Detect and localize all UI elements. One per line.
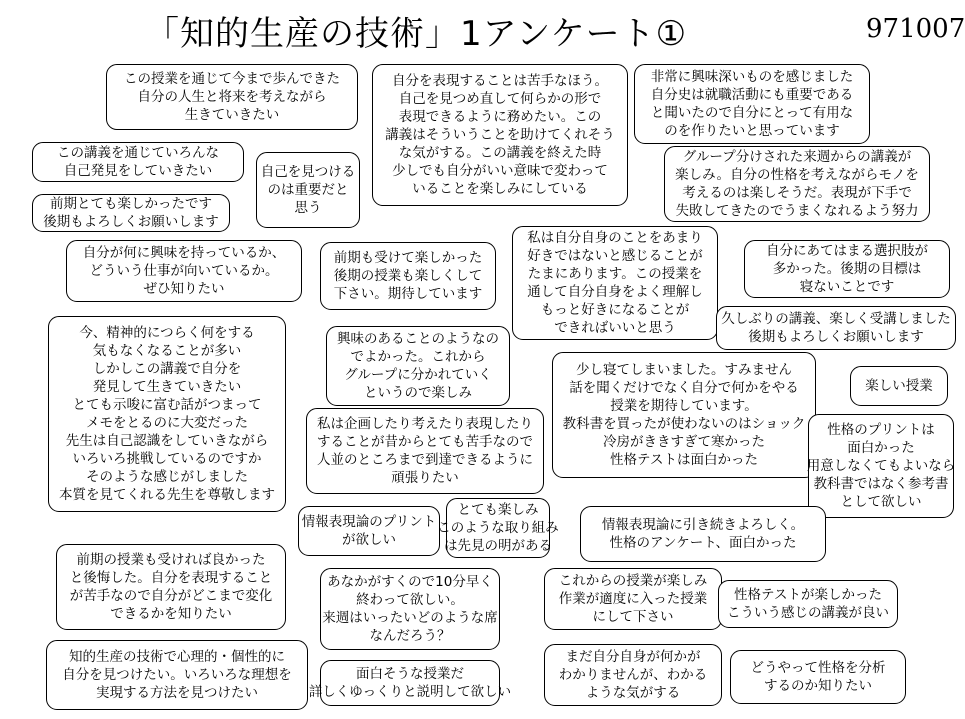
comment-line: 話を聞くだけでなく自分で何かをやる xyxy=(569,380,799,396)
comment-line: 楽しみ。自分の性格を考えながらモノを xyxy=(675,167,919,183)
comment-line: 私は自分自身のことをあまり xyxy=(527,230,703,246)
comment-line: とても示唆に富む話がつまって xyxy=(72,397,262,413)
comment-line: 生きていきたい xyxy=(184,107,280,123)
comment-line: 自分史は就職活動にも重要である xyxy=(650,87,854,103)
comment-line: 前期とても楽しかったです xyxy=(50,196,212,212)
comment-line: 終わって欲しい。 xyxy=(356,592,464,608)
comment-line: が苦手なので自分がどこまで変化 xyxy=(69,588,273,604)
comment-line: 自己発見をしていきたい xyxy=(63,163,213,179)
comment-line: あなかがすくので10分早く xyxy=(327,574,493,590)
comment-line: 非常に興味深いものを感じました xyxy=(650,69,854,85)
comment-line: 詳しくゆっくりと説明して欲しい xyxy=(308,684,512,700)
comment-box xyxy=(716,306,956,350)
comment-line: が欲しい xyxy=(342,532,396,548)
comment-line: のを作りたいと思っています xyxy=(664,123,840,139)
comment-box xyxy=(664,146,930,222)
comment-line: 興味のあることのようなの xyxy=(337,331,499,347)
comment-line: 授業を期待しています。 xyxy=(610,398,758,414)
comment-line: というので楽しみ xyxy=(364,385,472,401)
comment-line: として欲しい xyxy=(840,494,922,510)
comment-box xyxy=(320,568,500,650)
comment-line: 思う xyxy=(294,200,322,216)
comment-line: 講義はそういうことを助けてくれそう xyxy=(385,127,615,143)
comment-line: 発見して生きていきたい xyxy=(92,379,242,395)
comment-line: 用意しなくてもよいなら xyxy=(806,458,956,474)
comment-line: メモをとるのに大変だった xyxy=(86,415,248,431)
comment-line: 後期もよろしくお願いします xyxy=(748,329,924,345)
comment-box xyxy=(326,326,510,406)
comment-box xyxy=(552,352,816,478)
comment-line: 教科書を買ったが使わないのはショック xyxy=(562,416,806,432)
comment-line: 前期の授業も受ければ良かった xyxy=(76,552,266,568)
comment-line: 好きではないと感じることが xyxy=(527,248,703,264)
comment-line: 実現する方法を見つけたい xyxy=(96,685,258,701)
comment-box xyxy=(308,660,512,706)
comment-box xyxy=(48,316,286,512)
comment-box xyxy=(808,414,954,518)
comment-line: は先見の明がある xyxy=(444,538,552,554)
comment-line: 私は企画したり考えたり表現したり xyxy=(317,416,533,432)
comment-line: 情報表現論に引き続きよろしく。 xyxy=(601,517,805,533)
comment-line: 後期もよろしくお願いします xyxy=(43,214,219,230)
comment-box xyxy=(512,226,718,340)
comment-line: この講義を通じていろんな xyxy=(57,145,219,161)
comment-line: この授業を通じて今まで歩んできた xyxy=(124,71,340,87)
comment-line: いることを楽しみにしている xyxy=(412,181,588,197)
comment-line: 教科書ではなく参考書 xyxy=(813,476,949,492)
comment-line: このような取り組み xyxy=(437,520,559,536)
comment-box xyxy=(744,240,950,298)
comment-line: でよかった。これから xyxy=(350,349,486,365)
comment-line: 考えるのは楽しそうだ。表現が下手で xyxy=(682,185,912,201)
comment-box xyxy=(32,194,230,232)
comment-line: 性格のアンケート、面白かった xyxy=(609,535,797,551)
comment-line: しかしこの講義で自分を xyxy=(92,361,242,377)
comment-line: 面白かった xyxy=(847,440,915,456)
comment-line: 人並のところまで到達できるように xyxy=(317,452,533,468)
comment-box xyxy=(306,408,544,494)
comment-line: ぜひ知りたい xyxy=(143,281,225,297)
comment-box xyxy=(56,544,286,630)
comment-box xyxy=(634,64,870,144)
comment-box xyxy=(544,644,722,706)
comment-line: 自分を見つけたい。いろいろな理想を xyxy=(62,667,292,683)
comment-line: 自分にあてはまる選択肢が xyxy=(766,243,928,259)
page-title: 「知的生産の技術」1アンケート① xyxy=(145,14,688,54)
comment-line: 寝ないことです xyxy=(799,279,895,295)
comment-line: そのような感じがしました xyxy=(86,469,248,485)
comment-line: いろいろ挑戦しているのですか xyxy=(72,451,262,467)
comment-line: と聞いたので自分にとって有用な xyxy=(650,105,854,121)
comment-line: 後期の授業も楽しくして xyxy=(333,268,483,284)
comment-line: 性格テストは面白かった xyxy=(610,452,758,468)
comment-line: ような気がする xyxy=(585,685,681,701)
comment-line: 面白そうな授業だ xyxy=(356,666,464,682)
comment-line: 下さい。期待しています xyxy=(333,286,483,302)
comment-line: にして下さい xyxy=(592,609,674,625)
comment-line: 通して自分自身をよく理解し xyxy=(527,284,703,300)
comment-line: 性格テストが楽しかった xyxy=(734,587,882,603)
comment-box xyxy=(66,240,302,302)
comment-line: 冷房がききすぎて寒かった xyxy=(603,434,765,450)
comment-line: 自分が何に興味を持っているか、 xyxy=(82,245,286,261)
comment-line: たまにあります。この授業を xyxy=(527,266,703,282)
comment-line: できるかを知りたい xyxy=(110,606,232,622)
comment-line: 来週はいったいどのような席 xyxy=(322,610,498,626)
comment-box xyxy=(372,64,628,206)
comment-line: 楽しい授業 xyxy=(865,378,933,394)
comment-line: 少し寝てしまいました。すみません xyxy=(576,362,792,378)
comment-line: もっと好きになることが xyxy=(540,302,690,318)
comment-box xyxy=(256,152,360,228)
comment-line: することが昔からとても苦手なので xyxy=(317,434,533,450)
comment-line: 知的生産の技術で心理的・個性的に xyxy=(69,649,285,665)
comment-line: するのか知りたい xyxy=(764,678,872,694)
comment-line: わかりませんが、わかる xyxy=(558,667,708,683)
comment-box xyxy=(730,650,906,704)
comment-line: 頑張りたい xyxy=(391,470,459,486)
comment-box xyxy=(46,640,308,710)
comment-line: 気もなくなることが多い xyxy=(92,343,242,359)
comment-line: 自己を見つめ直して何らかの形で xyxy=(398,91,602,107)
comment-line: 先生は自己認識をしていきながら xyxy=(65,433,269,449)
comment-box xyxy=(850,366,948,406)
date-label: 971007 xyxy=(866,14,965,44)
comment-line: 自己を見つける xyxy=(260,164,356,180)
comment-line: な気がする。この講義を終えた時 xyxy=(398,145,602,161)
comment-box xyxy=(580,506,826,562)
comment-line: 自分を表現することは苦手なほう。 xyxy=(392,73,608,89)
comment-line: できればいいと思う xyxy=(554,320,676,336)
comment-line: とても楽しみ xyxy=(457,502,539,518)
comment-line: 前期も受けて楽しかった xyxy=(333,250,483,266)
comment-line: 失敗してきたのでうまくなれるよう努力 xyxy=(675,203,919,219)
comment-line: こういう感じの講義が良い xyxy=(727,605,889,621)
comment-line: なんだろう？ xyxy=(369,628,451,644)
comment-box xyxy=(298,506,440,556)
comment-line: 少しでも自分がいい意味で変わって xyxy=(392,163,608,179)
comment-box xyxy=(437,498,559,558)
comment-box xyxy=(32,142,244,182)
comment-line: 自分の人生と将来を考えながら xyxy=(137,89,327,105)
comment-line: 本質を見てくれる先生を尊敬します xyxy=(59,487,275,503)
comment-line: のは重要だと xyxy=(267,182,349,198)
comment-line: 性格のプリントは xyxy=(827,422,935,438)
comment-line: 情報表現論のプリント xyxy=(301,514,437,530)
comment-box xyxy=(106,64,358,130)
comment-line: どうやって性格を分析 xyxy=(750,660,886,676)
comment-box xyxy=(544,568,722,630)
comment-line: 多かった。後期の目標は xyxy=(772,261,922,277)
comment-line: グループに分かれていく xyxy=(344,367,492,383)
comment-box xyxy=(320,242,496,310)
comment-line: まだ自分自身が何かが xyxy=(565,649,701,665)
comment-line: これからの授業が楽しみ xyxy=(558,573,708,589)
comment-line: 久しぶりの講義、楽しく受講しました xyxy=(721,311,951,327)
comment-line: どういう仕事が向いているか。 xyxy=(89,263,279,279)
comment-line: 表現できるように務めたい。この xyxy=(398,109,602,125)
comment-box xyxy=(718,580,898,628)
comment-line: 今、精神的につらく何をする xyxy=(79,325,255,341)
comment-line: グループ分けされた来週からの講義が xyxy=(682,149,912,165)
comment-line: と後悔した。自分を表現すること xyxy=(69,570,273,586)
comment-line: 作業が適度に入った授業 xyxy=(558,591,708,607)
